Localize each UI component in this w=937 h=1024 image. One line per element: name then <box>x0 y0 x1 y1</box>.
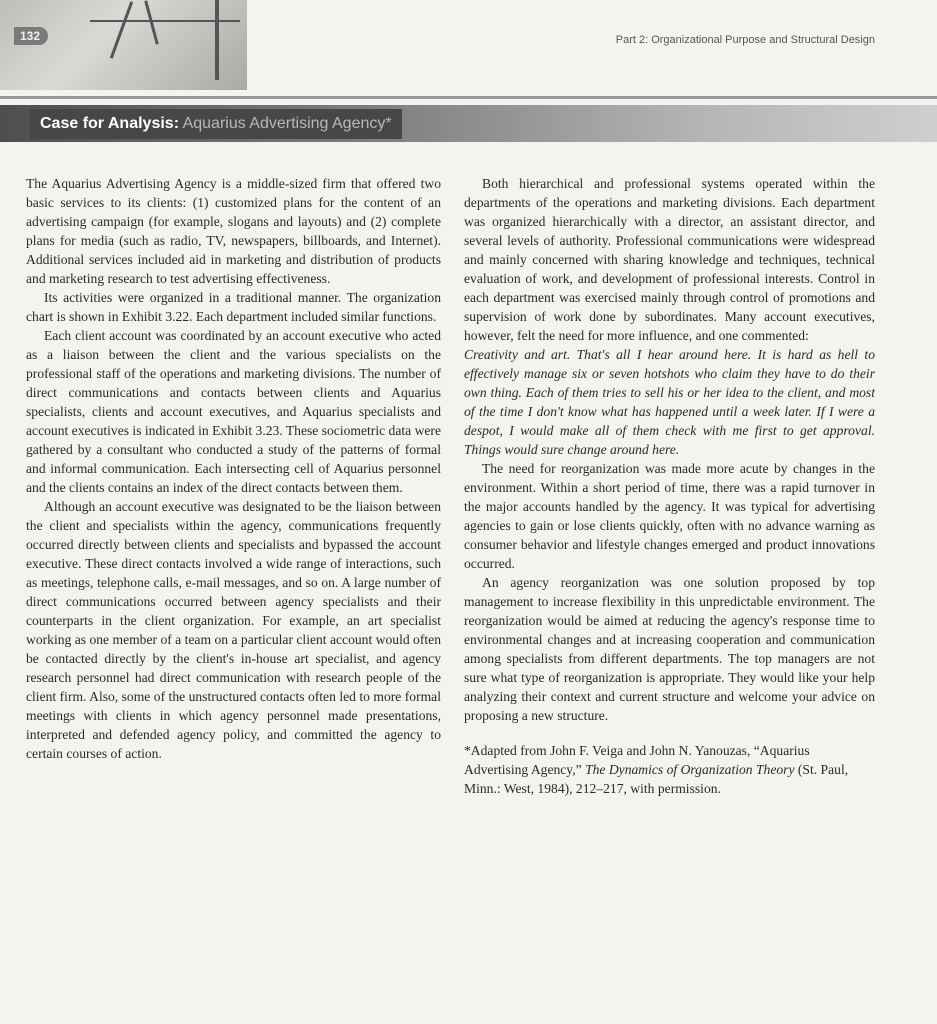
footnote-prefix: *Adapted from John F. Veiga and John N. Yanouzas, “Aquarius Advertising Agency,” <box>464 743 810 777</box>
paragraph: An agency reorganization was one solution proposed by top management to increase flexibility in this unpredictable environment. The reorganization would be aimed at reducing the agency's response time to environmental changes and at increasing cooperation and communication among specialists from different departments. The top managers are not sure what type of reorganization is appropriate. They would like your help analyzing their context and current structure and welcome your advice on proposing a new structure. <box>464 575 875 723</box>
header-rule <box>0 96 937 99</box>
paragraph: Its activities were organized in a traditional manner. The organization chart is shown in Exhibit 3.22. Each department included similar functions. <box>26 290 441 324</box>
paragraph: Both hierarchical and professional systems operated within the departments of the operations and marketing divisions. Each department was organized hierarchically with a director, an assistant director, and several levels of authority. Professional communications were widespread and mainly concerned with sharing knowledge and techniques, technical evaluation of work, and development of professional interests. Control in each department was exercised mainly through control of promotions and supervision of work done by subordinates. Many account executives, however, felt the need for more influence, and one commented: <box>464 176 875 343</box>
paragraph: The need for reorganization was made more acute by changes in the environment. Within a short period of time, there was a rapid turnover in the major accounts handled by the agency. It was typical for advertising agencies to gain or lose clients quickly, often with no advance warning as consumer behavior and lifestyle changes emerged and product innovations occurred. <box>464 461 875 571</box>
right-column <box>464 174 875 798</box>
running-head: Part 2: Organizational Purpose and Structural Design <box>615 34 875 46</box>
paragraph: Each client account was coordinated by an account executive who acted as a liaison between the client and the various specialists on the professional staff of the operations and marketing divisions. The number of direct communications and contacts between clients and Aquarius specialists, clients and account executives, and Aquarius specialists and account executives is indicated in Exhibit 3.23. These sociometric data were gathered by a consultant who conducted a study of the patterns of formal and informal communication. Each intersecting cell of Aquarius personnel and the clients contains an index of the direct contacts between them. <box>26 328 441 495</box>
case-label: Case for Analysis: <box>40 115 180 132</box>
footnote <box>464 741 875 798</box>
left-column <box>26 174 441 763</box>
footnote-suffix: (St. Paul, Minn.: West, 1984), 212–217, with permission. <box>464 762 849 796</box>
page-number: 132 <box>14 27 48 45</box>
header-photo <box>0 0 247 90</box>
paragraph: The Aquarius Advertising Agency is a middle-sized firm that offered two basic services to its clients: (1) customized plans for the content of an advertising campaign (for example, slogans and layouts) and (2) complete plans for media (such as radio, TV, newspapers, billboards, and Internet). Additional services included aid in marketing and distribution of products and marketing research to test advertising effectiveness. <box>26 176 441 286</box>
paragraph: Although an account executive was designated to be the liaison between the client and specialists within the agency, communications frequently occurred directly between clients and specialists and bypassed the account executive. These direct contacts involved a wide range of interactions, such as meetings, telephone calls, e-mail messages, and so on. A large number of direct communications occurred between agency specialists and their counterparts in the client organization. For example, an art specialist working as one member of a team on a particular client account would often be contacted directly by the client's in-house art specialist, and agency research personnel had direct communication with research people of the client firm. Also, some of the unstructured contacts often led to more formal meetings with clients in which agency personnel made presentations, interpreted and defended agency policy, and committed the agency to certain courses of action. <box>26 499 441 761</box>
quote: Creativity and art. That's all I hear around here. It is hard as hell to effectively manage six or seven hotshots who claim they have to do their own thing. Each of them tries to sell his or her idea to the client, and most of the time I don't know what has happened until a week later. If I were a despot, I would make all of them check with me first to get approval. Things would sure change around here. <box>464 347 875 457</box>
footnote-book-title: The Dynamics of Organization Theory <box>585 762 795 777</box>
case-name: Aquarius Advertising Agency* <box>182 115 392 132</box>
case-title <box>30 109 402 139</box>
